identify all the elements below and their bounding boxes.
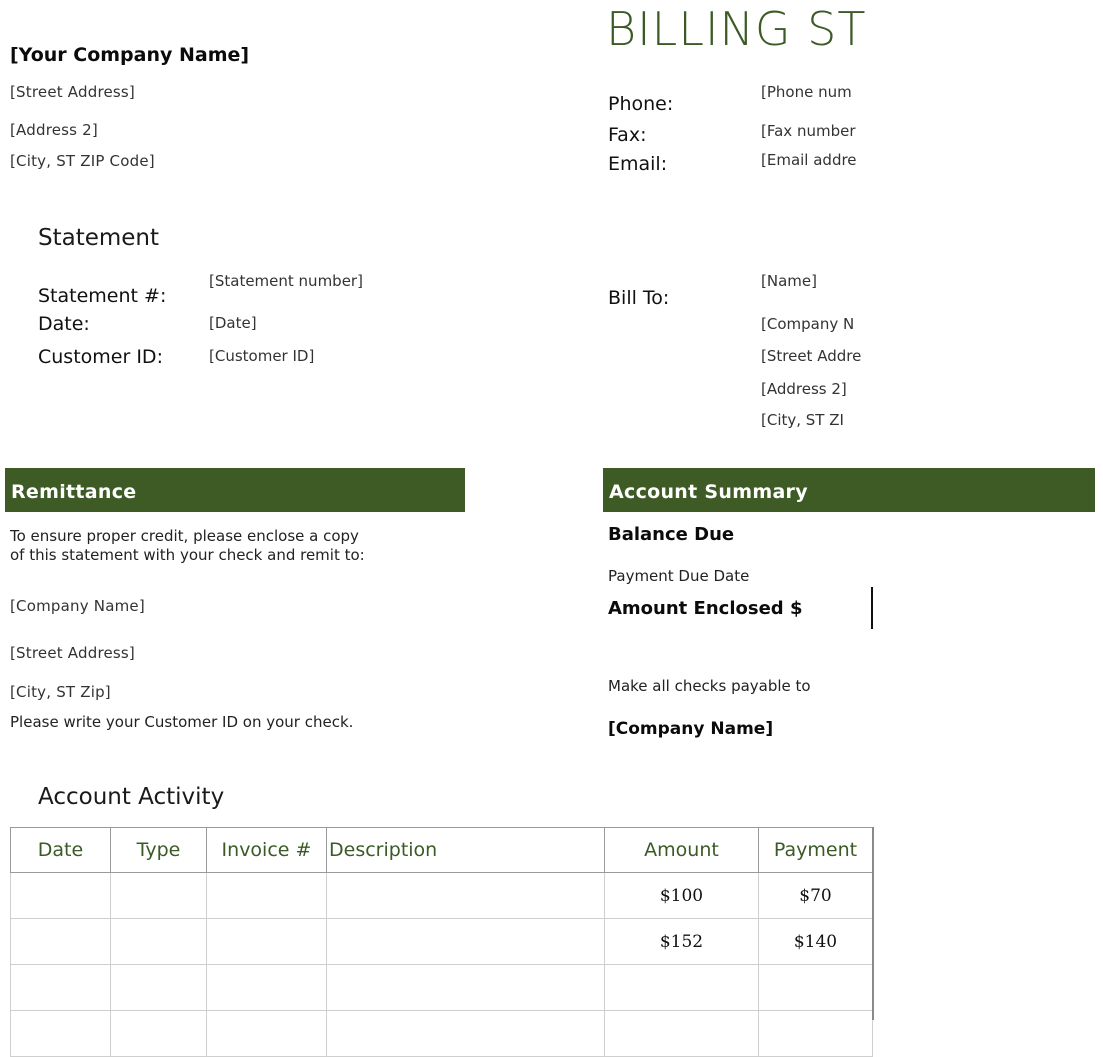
fax-label: Fax:	[608, 124, 647, 146]
cell-date	[11, 919, 111, 965]
column-header-description: Description	[327, 828, 605, 873]
column-header-invoice: Invoice #	[207, 828, 327, 873]
cell-payment	[759, 965, 873, 1011]
cell-amount: $100	[605, 873, 759, 919]
cell-invoice	[207, 1011, 327, 1057]
bill-to-label: Bill To:	[608, 287, 670, 309]
bill-to-city: [City, ST ZI	[761, 411, 844, 429]
bill-to-name: [Name]	[761, 272, 817, 290]
bill-to-street: [Street Addre	[761, 347, 862, 365]
column-header-type: Type	[111, 828, 207, 873]
column-header-payment: Payment	[759, 828, 873, 873]
remittance-street: [Street Address]	[10, 644, 135, 662]
statement-heading: Statement	[38, 225, 160, 251]
remittance-note-line1: To ensure proper credit, please enclose a copy	[10, 527, 359, 545]
cell-payment	[759, 1011, 873, 1057]
table-row	[11, 1011, 873, 1057]
balance-due-label: Balance Due	[608, 524, 735, 545]
remittance-company: [Company Name]	[10, 597, 145, 615]
table-row	[11, 965, 873, 1011]
cell-date	[11, 1011, 111, 1057]
payable-company-name: [Company Name]	[608, 719, 774, 739]
cell-type	[111, 1011, 207, 1057]
remittance-city: [City, ST Zip]	[10, 683, 111, 701]
statement-number-value: [Statement number]	[209, 272, 363, 290]
company-street: [Street Address]	[10, 83, 135, 101]
cell-description	[327, 965, 605, 1011]
table-header-row	[11, 828, 873, 873]
fax-value: [Fax number	[761, 122, 856, 140]
email-label: Email:	[608, 153, 668, 175]
table-row	[11, 873, 873, 919]
column-header-date: Date	[11, 828, 111, 873]
payment-due-date-label: Payment Due Date	[608, 567, 750, 585]
cell-type	[111, 873, 207, 919]
title-clip	[606, 0, 874, 64]
cell-type	[111, 919, 207, 965]
cell-invoice	[207, 965, 327, 1011]
remittance-header: Remittance	[5, 468, 465, 512]
date-value: [Date]	[209, 314, 257, 332]
statement-number-label: Statement #:	[38, 285, 167, 307]
amount-enclosed-label: Amount Enclosed $	[608, 598, 803, 619]
cell-description	[327, 873, 605, 919]
bill-to-address2: [Address 2]	[761, 380, 847, 398]
customer-id-label: Customer ID:	[38, 346, 163, 368]
account-summary-header: Account Summary	[603, 468, 1095, 512]
remittance-footer-note: Please write your Customer ID on your check.	[10, 713, 354, 731]
column-header-amount: Amount	[605, 828, 759, 873]
company-city: [City, ST ZIP Code]	[10, 152, 155, 170]
page-title: BILLING ST	[606, 2, 867, 56]
cell-type	[111, 965, 207, 1011]
cell-amount	[605, 965, 759, 1011]
phone-value: [Phone num	[761, 83, 852, 101]
cell-payment: $70	[759, 873, 873, 919]
cell-date	[11, 965, 111, 1011]
checks-payable-note: Make all checks payable to	[608, 677, 811, 695]
cell-date	[11, 873, 111, 919]
email-value: [Email addre	[761, 151, 857, 169]
cell-payment: $140	[759, 919, 873, 965]
remittance-note-line2: of this statement with your check and remit to:	[10, 546, 365, 564]
table-right-border	[872, 827, 874, 1020]
table-row	[11, 919, 873, 965]
amount-enclosed-field[interactable]	[871, 587, 873, 629]
cell-amount	[605, 1011, 759, 1057]
cell-description	[327, 1011, 605, 1057]
customer-id-value: [Customer ID]	[209, 347, 315, 365]
date-label: Date:	[38, 313, 90, 335]
account-activity-heading: Account Activity	[38, 784, 225, 810]
company-name: [Your Company Name]	[10, 44, 250, 66]
company-address2: [Address 2]	[10, 121, 98, 139]
phone-label: Phone:	[608, 93, 674, 115]
cell-description	[327, 919, 605, 965]
cell-invoice	[207, 873, 327, 919]
cell-amount: $152	[605, 919, 759, 965]
account-activity-table	[10, 827, 873, 1057]
cell-invoice	[207, 919, 327, 965]
bill-to-company: [Company N	[761, 315, 855, 333]
